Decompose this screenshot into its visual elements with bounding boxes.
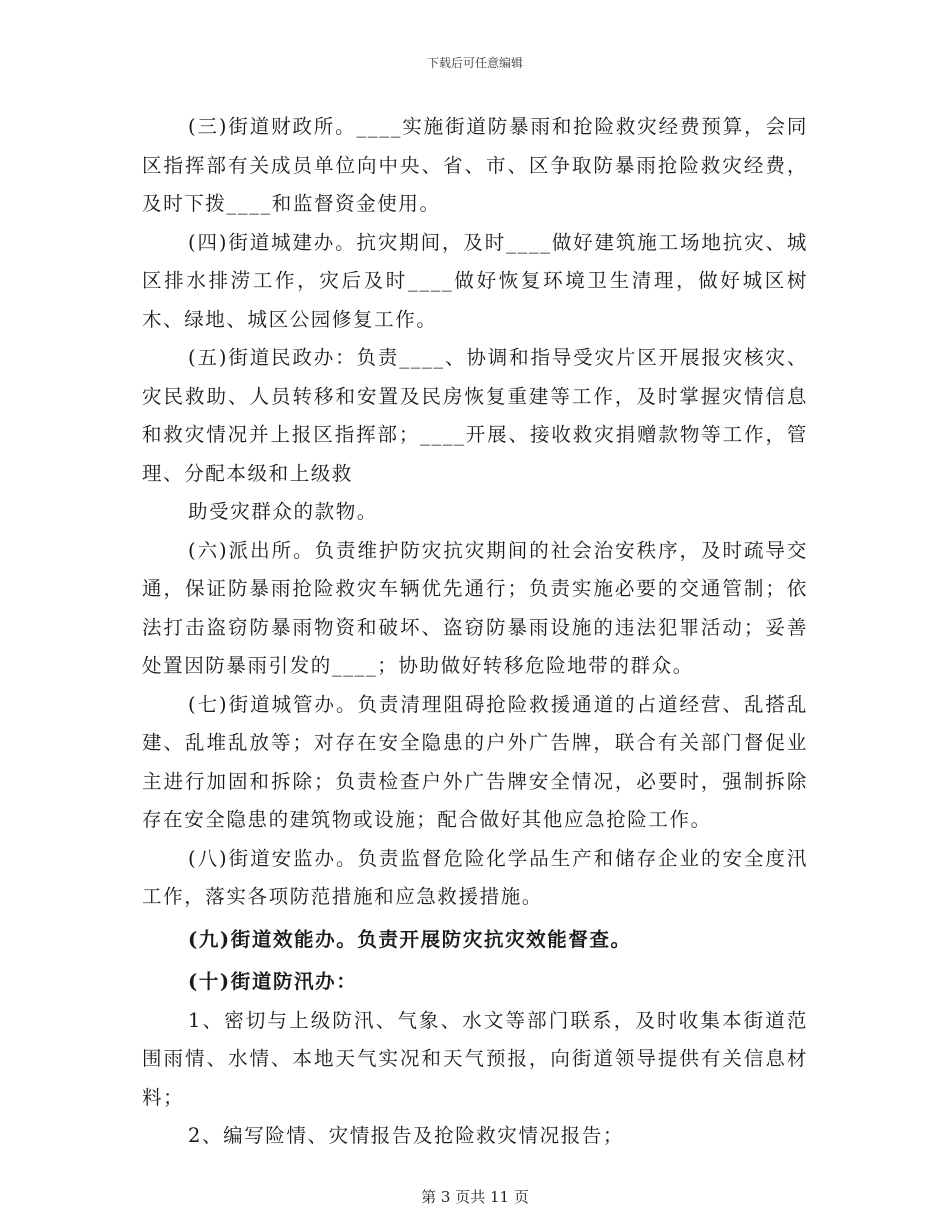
paragraph-safety: (八)街道安监办。负责监督危险化学品生产和储存企业的安全度汛工作，落实各项防范措施和应急救援措施。 <box>142 846 808 908</box>
paragraph-civil-affairs: (五)街道民政办：负责____、协调和指导受灾片区开展报灾核灾、灾民救助、人员转移和安置及民房恢复重建等工作，及时掌握灾情信息和救灾情况并上报区指挥部；____开展、接收救灾捐赠款物等工作，管理、分配本级和上级救 <box>142 346 808 485</box>
paragraph-efficiency: (九)街道效能办。负责开展防灾抗灾效能督查。 <box>188 927 632 951</box>
document-body <box>142 108 808 1156</box>
paragraph-urban-management: (七)街道城管办。负责清理阻碍抢险救援通道的占道经营、乱搭乱建、乱堆乱放等；对存在安全隐患的户外广告牌，联合有关部门督促业主进行加固和拆除；负责检查户外广告牌安全情况，必要时，强制拆除存在安全隐患的建筑物或设施；配合做好其他应急抢险工作。 <box>142 692 808 831</box>
paragraph-finance: (三)街道财政所。____实施街道防暴雨和抢险救灾经费预算，会同区指挥部有关成员单位向中央、省、市、区争取防暴雨抢险救灾经费，及时下拨____和监督资金使用。 <box>142 115 808 215</box>
paragraph-item-2: 2、编写险情、灾情报告及抢险救灾情况报告； <box>188 1124 625 1147</box>
paragraph-item-1: 1、密切与上级防汛、气象、水文等部门联系，及时收集本街道范围雨情、水情、本地天气实况和天气预报，向街道领导提供有关信息材料； <box>142 1008 808 1109</box>
paragraph-construction: (四)街道城建办。抗灾期间，及时____做好建筑施工场地抗灾、城区排水排涝工作，灾后及时____做好恢复环境卫生清理，做好城区树木、绿地、城区公园修复工作。 <box>142 230 808 331</box>
paragraph-civil-affairs-cont: 助受灾群众的款物。 <box>188 500 378 523</box>
paragraph-flood-office: (十)街道防汛办： <box>188 970 358 993</box>
page-header: 下载后可任意编辑 <box>426 56 523 70</box>
page-footer: 第 3 页共 11 页 <box>421 1188 529 1206</box>
paragraph-police: (六)派出所。负责维护防灾抗灾期间的社会治安秩序，及时疏导交通，保证防暴雨抢险救灾车辆优先通行；负责实施必要的交通管制；依法打击盗窃防暴雨物资和破坏、盗窃防暴雨设施的违法犯罪活动；妥善处置因防暴雨引发的____；协助做好转移危险地带的群众。 <box>142 538 808 677</box>
